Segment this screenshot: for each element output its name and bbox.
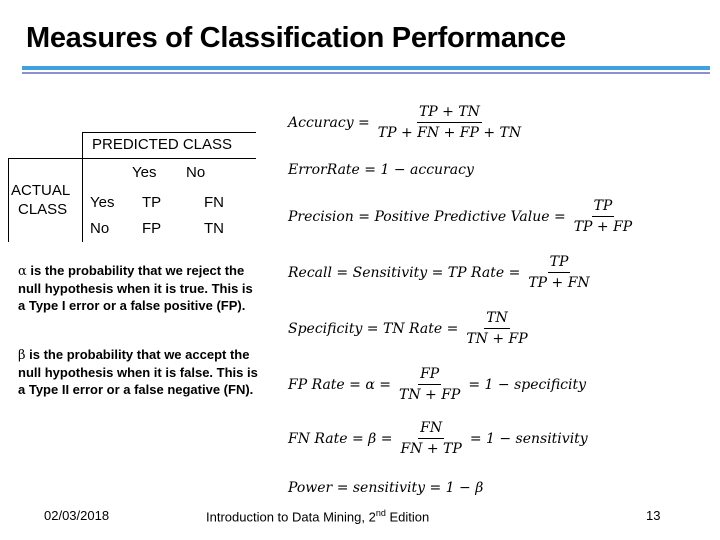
fp-rate-fraction	[397, 366, 462, 403]
footer-book-sup: nd	[375, 508, 386, 518]
accuracy-numerator: TP + TN	[417, 104, 482, 123]
col-header-yes: Yes	[132, 164, 157, 181]
matrix-border-left-top	[82, 132, 83, 159]
footer-book-title	[206, 508, 429, 524]
fn-rate-numerator: FN	[418, 420, 444, 439]
error-rate-text: ErrorRate = 1 − accuracy	[288, 162, 474, 178]
row-header-yes: Yes	[90, 194, 115, 211]
beta-note-text: is the probability that we accept the null hypothesis when it is false. This is a Type II error or a false negative (FN).	[18, 347, 258, 397]
actual-class-label-2: CLASS	[18, 201, 68, 218]
recall-numerator: TP	[548, 254, 571, 273]
precision-formula	[288, 198, 640, 235]
specificity-lhs: Specificity = TN Rate =	[288, 320, 459, 337]
power-formula	[288, 480, 483, 496]
recall-denominator: TP + FN	[528, 275, 590, 291]
specificity-formula	[288, 310, 536, 347]
predicted-class-header: PREDICTED CLASS	[92, 136, 233, 153]
cell-fn: FN	[204, 194, 224, 211]
accuracy-formula	[288, 104, 529, 141]
precision-denominator: TP + FP	[573, 219, 633, 235]
recall-fraction	[526, 254, 591, 291]
fp-rate-numerator: FP	[418, 366, 441, 385]
actual-class-label-1: ACTUAL	[11, 182, 71, 199]
title-underline	[22, 66, 710, 70]
power-text: Power = sensitivity = 1 − β	[288, 480, 484, 496]
fp-rate-rhs: = 1 − specificity	[468, 376, 587, 393]
row-header-no: No	[90, 220, 110, 237]
fn-rate-denominator: FN + TP	[400, 441, 462, 457]
footer-book-prefix: Introduction to Data Mining, 2	[206, 509, 376, 525]
precision-fraction	[572, 198, 635, 235]
confusion-matrix	[8, 132, 256, 242]
alpha-note	[18, 262, 258, 314]
beta-symbol: β	[18, 348, 26, 363]
fp-rate-formula	[288, 366, 586, 403]
footer-date: 02/03/2018	[44, 508, 110, 523]
matrix-border-mid	[8, 158, 256, 159]
fp-rate-lhs: FP Rate = α =	[288, 376, 391, 393]
col-header-no: No	[186, 164, 206, 181]
slide-title: Measures of Classification Performance	[26, 22, 566, 54]
alpha-symbol: α	[18, 264, 27, 279]
error-rate-formula	[288, 162, 474, 178]
fn-rate-fraction	[398, 420, 463, 457]
precision-numerator: TP	[592, 198, 615, 217]
recall-lhs: Recall = Sensitivity = TP Rate =	[288, 264, 521, 281]
cell-fp: FP	[142, 220, 162, 237]
specificity-numerator: TN	[484, 310, 510, 329]
fn-rate-rhs: = 1 − sensitivity	[469, 430, 588, 447]
accuracy-denominator: TP + FN + FP + TN	[377, 125, 522, 141]
footer-book-suffix: Edition	[385, 509, 430, 525]
cell-tp: TP	[142, 194, 162, 211]
accuracy-lhs: Accuracy =	[288, 114, 370, 131]
accuracy-fraction	[376, 104, 523, 141]
matrix-border-left	[8, 158, 9, 242]
specificity-denominator: TN + FP	[466, 331, 528, 347]
cell-tn: TN	[204, 220, 224, 237]
matrix-border-top	[82, 132, 256, 133]
fp-rate-denominator: TN + FP	[398, 387, 461, 403]
precision-lhs: Precision = Positive Predictive Value =	[288, 208, 566, 225]
matrix-border-actual	[82, 158, 83, 242]
beta-note	[18, 346, 258, 398]
formula-panel	[280, 90, 700, 510]
recall-formula	[288, 254, 598, 291]
fn-rate-formula	[288, 420, 588, 457]
specificity-fraction	[464, 310, 529, 347]
alpha-note-text: is the probability that we reject the null hypothesis when it is true. This is a Type I error or a false positive (FP).	[18, 263, 253, 313]
fn-rate-lhs: FN Rate = β =	[288, 430, 393, 447]
footer-page-number: 13	[646, 508, 661, 523]
title-underline-secondary	[22, 72, 710, 74]
